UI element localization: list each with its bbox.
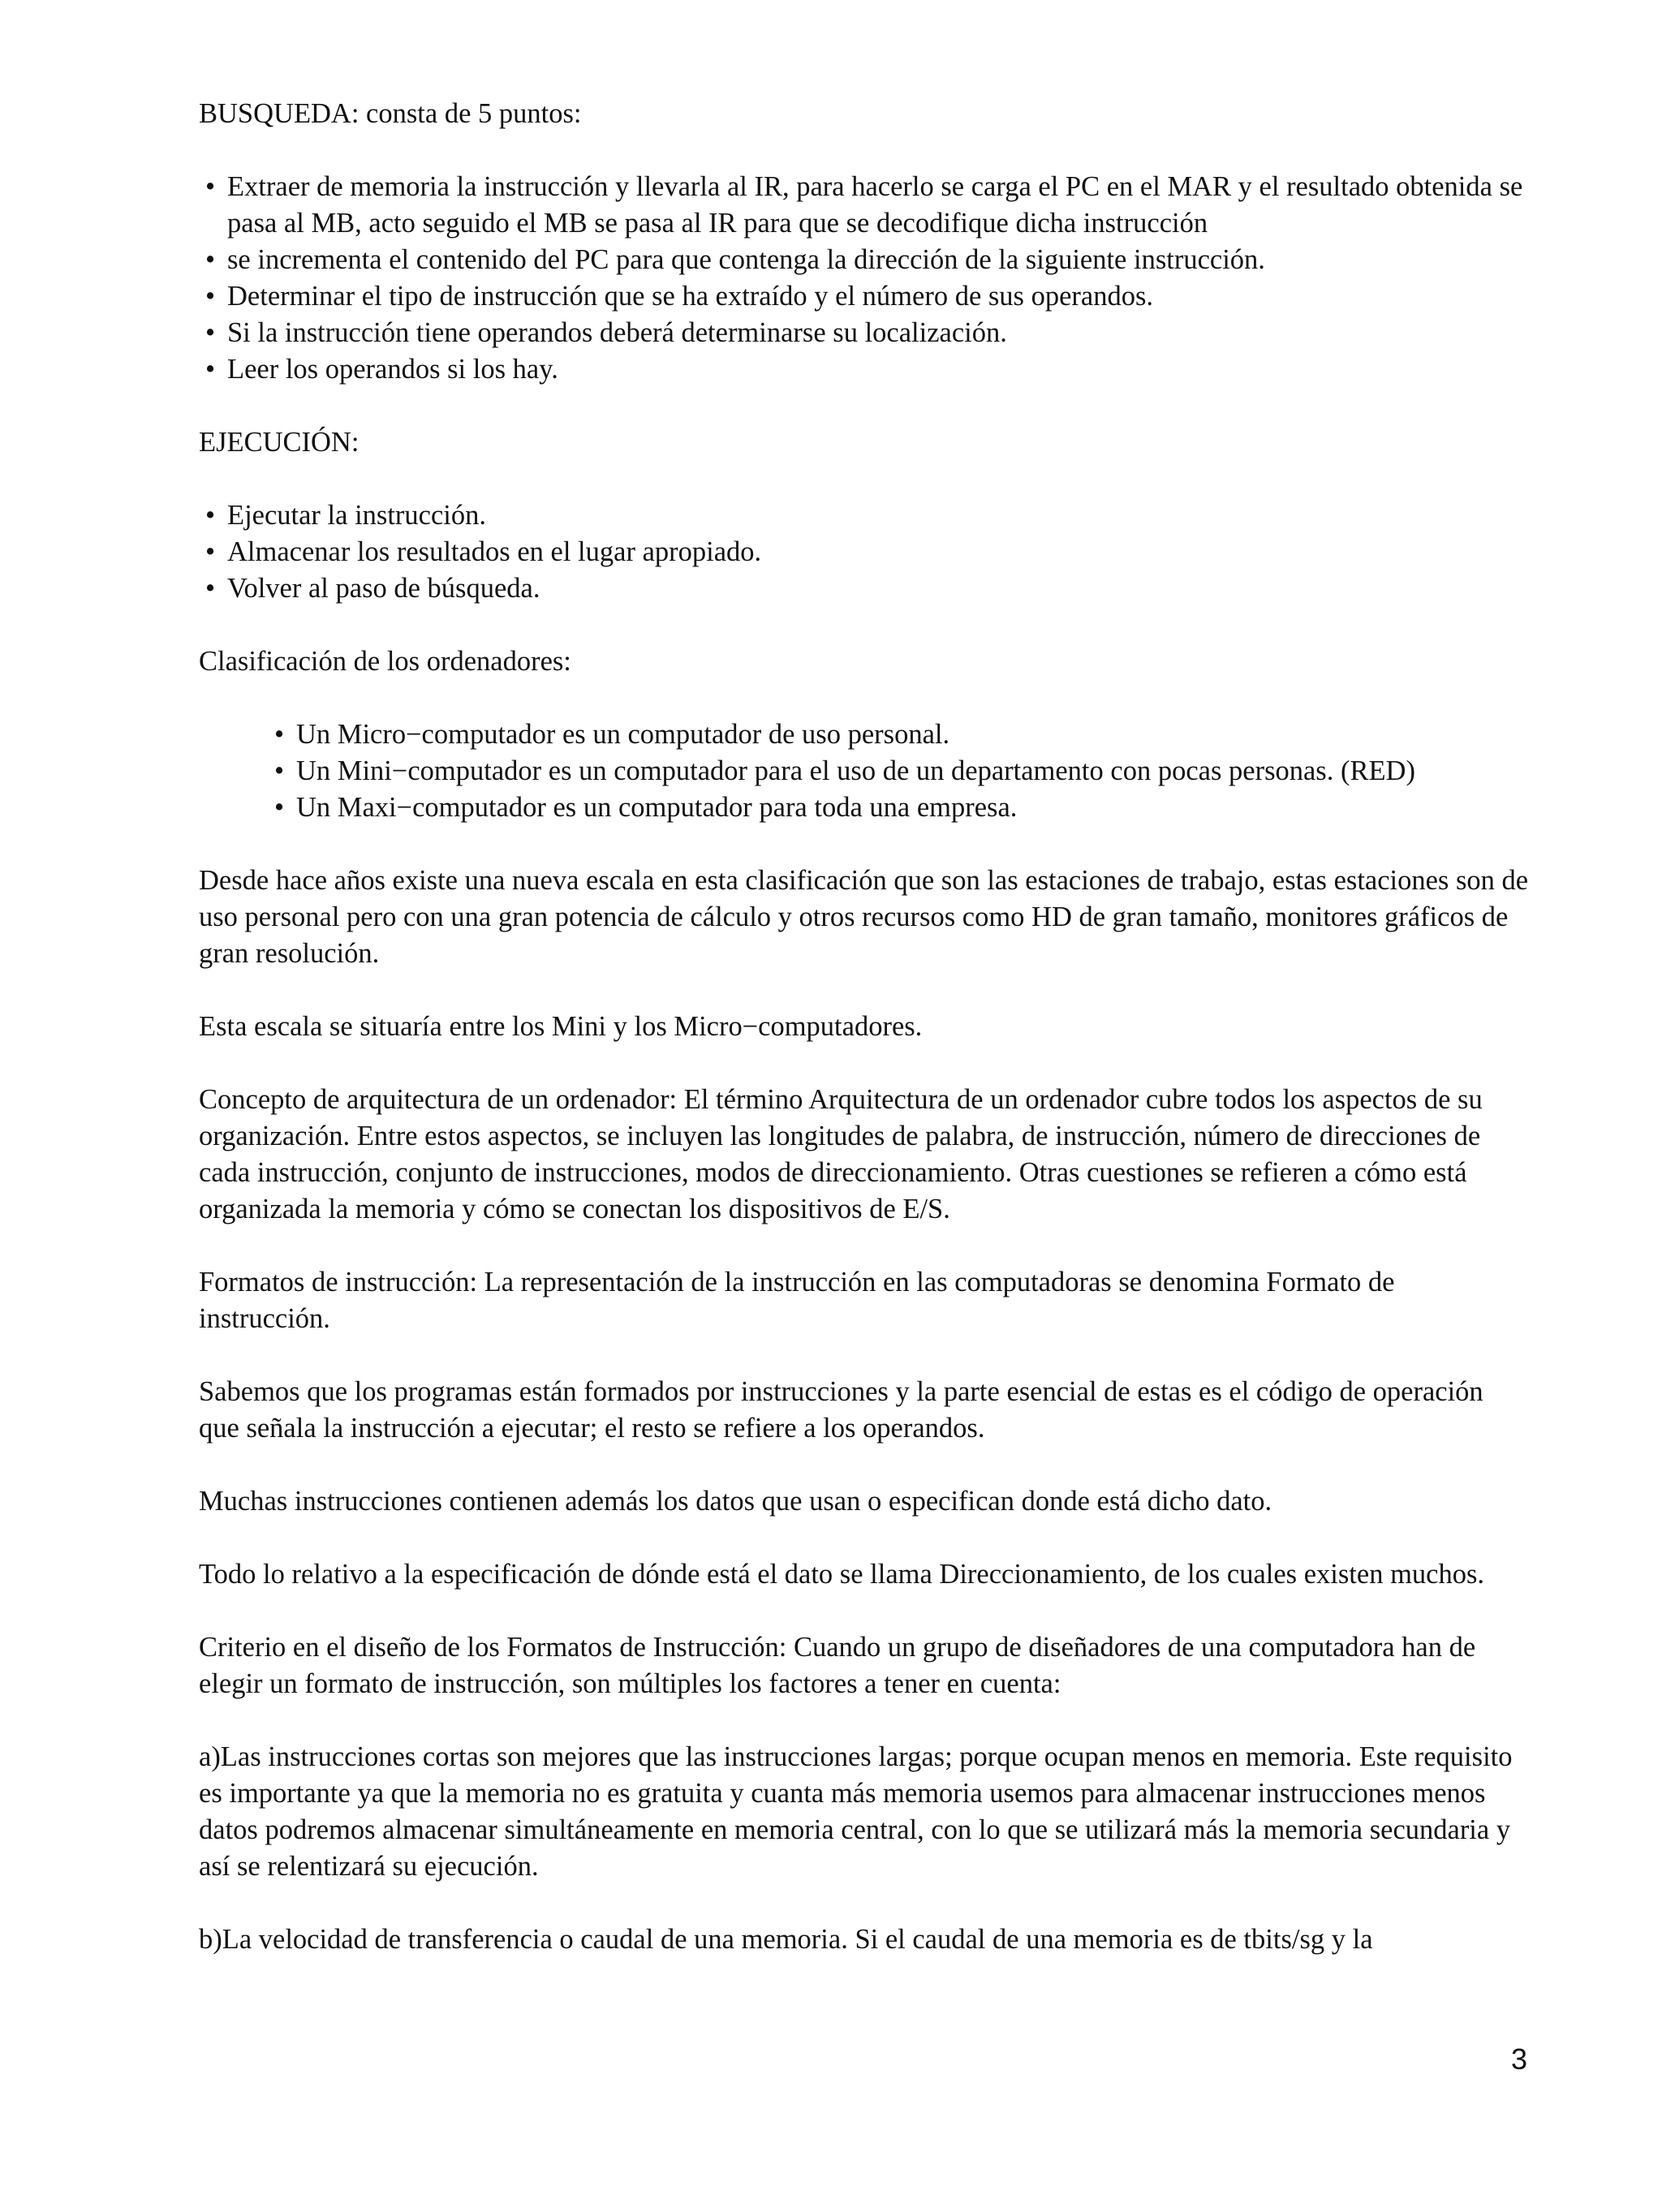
paragraph-criterio: Criterio en el diseño de los Formatos de Instrucción: Cuando un grupo de diseñadores de una computadora han de elegir un formato de instrucción, son múltiples los factores a tener en cuenta: <box>199 1632 1476 1699</box>
list-item <box>274 717 1530 753</box>
paragraph-instrucciones-cortas: a)Las instrucciones cortas son mejores que las instrucciones largas; porque ocupan menos en memoria. Este requisito es importante ya que la memoria no es gratuita y cuanta más memoria usemos para almacenar instrucciones menos datos podremos almacenar simultáneamente en memoria central, con lo que se utilizará más la memoria secundaria y así se relentizará su ejecución. <box>199 1741 1513 1882</box>
list-item <box>205 534 1530 570</box>
list-item <box>205 278 1530 315</box>
clasificacion-heading: Clasificación de los ordenadores: <box>199 646 571 677</box>
list-item <box>274 753 1530 790</box>
list-item-text: se incrementa el contenido del PC para que contenga la dirección de la siguiente instrucción. <box>227 244 1265 275</box>
list-item-text: Ejecutar la instrucción. <box>227 500 486 531</box>
paragraph-programas: Sabemos que los programas están formados por instrucciones y la parte esencial de estas es el código de operación que señala la instrucción a ejecutar; el resto se refiere a los operandos. <box>199 1376 1483 1444</box>
bullet-icon: • <box>205 536 216 567</box>
list-item-text: Un Mini−computador es un computador para el uso de un departamento con pocas personas. (RED) <box>296 755 1415 786</box>
paragraph-formatos: Formatos de instrucción: La representación de la instrucción en las computadoras se denomina Formato de instrucción. <box>199 1267 1395 1334</box>
list-item <box>205 169 1530 242</box>
paragraph-direccionamiento: Todo lo relativo a la especificación de dónde está el dato se llama Direccionamiento, de los cuales existen muchos. <box>199 1559 1485 1590</box>
clasificacion-list <box>199 717 1530 826</box>
list-item-text: Si la instrucción tiene operandos deberá determinarse su localización. <box>227 317 1007 348</box>
bullet-icon: • <box>205 317 216 348</box>
ejecucion-heading: EJECUCIÓN: <box>199 427 360 458</box>
busqueda-heading: BUSQUEDA: consta de 5 puntos: <box>199 98 582 129</box>
list-item-text: Extraer de memoria la instrucción y llevarla al IR, para hacerlo se carga el PC en el MAR y el resultado obtenida se pasa al MB, acto seguido el MB se pasa al IR para que se decodifique dicha instrucción <box>227 171 1523 239</box>
list-item <box>205 242 1530 278</box>
page-number: 3 <box>1511 2042 1528 2076</box>
paragraph-arquitectura: Concepto de arquitectura de un ordenador: El término Arquitectura de un ordenador cubre todos los aspectos de su organización. Entre estos aspectos, se incluyen las longitudes de palabra, de instrucción, número de direcciones de cada instrucción, conjunto de instrucciones, modos de direccionamiento. Otras cuestiones se refieren a cómo está organizada la memoria y cómo se conectan los dispositivos de E/S. <box>199 1084 1483 1224</box>
bullet-icon: • <box>205 244 216 275</box>
list-item-text: Almacenar los resultados en el lugar apropiado. <box>227 536 762 567</box>
document-page <box>199 96 1530 1958</box>
list-item-text: Leer los operandos si los hay. <box>227 354 558 385</box>
paragraph-datos: Muchas instrucciones contienen además los datos que usan o especifican donde está dicho dato. <box>199 1486 1272 1517</box>
list-item <box>205 315 1530 351</box>
list-item <box>205 497 1530 534</box>
busqueda-list <box>199 169 1530 388</box>
ejecucion-list <box>199 497 1530 607</box>
bullet-icon: • <box>274 792 285 823</box>
bullet-icon: • <box>274 755 285 786</box>
list-item <box>205 570 1530 607</box>
paragraph-velocidad: b)La velocidad de transferencia o caudal de una memoria. Si el caudal de una memoria es de tbits/sg y la <box>199 1924 1373 1955</box>
list-item-text: Determinar el tipo de instrucción que se ha extraído y el número de sus operandos. <box>227 281 1154 312</box>
bullet-icon: • <box>205 354 216 385</box>
list-item-text: Un Maxi−computador es un computador para toda una empresa. <box>296 792 1018 823</box>
list-item <box>205 351 1530 388</box>
bullet-icon: • <box>205 573 216 604</box>
bullet-icon: • <box>205 281 216 312</box>
bullet-icon: • <box>205 500 216 531</box>
paragraph-estaciones: Desde hace años existe una nueva escala en esta clasificación que son las estaciones de trabajo, estas estaciones son de uso personal pero con una gran potencia de cálculo y otros recursos como HD de gran tamaño, monitores gráficos de gran resolución. <box>199 865 1529 969</box>
paragraph-escala: Esta escala se situaría entre los Mini y los Micro−computadores. <box>199 1011 923 1042</box>
bullet-icon: • <box>205 171 216 202</box>
list-item-text: Un Micro−computador es un computador de uso personal. <box>296 719 950 750</box>
list-item <box>274 790 1530 826</box>
list-item-text: Volver al paso de búsqueda. <box>227 573 540 604</box>
bullet-icon: • <box>274 719 285 750</box>
